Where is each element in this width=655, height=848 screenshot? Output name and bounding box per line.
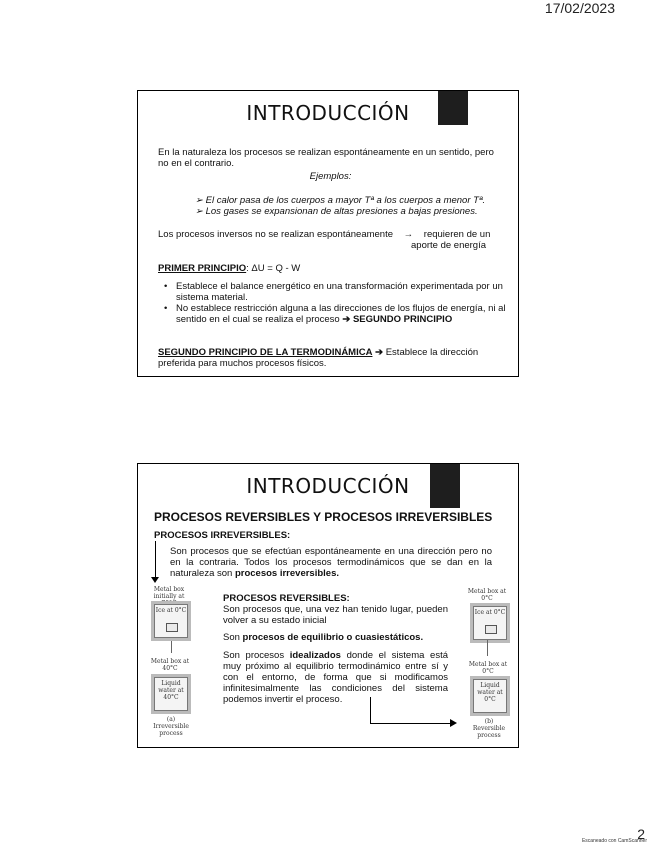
irreversible-text: Son procesos que se efectúan espontáneamente en una dirección pero no en la contraria. Todos los procesos termodinámicos que se dan en la naturaleza son procesos irreversibles. [170, 546, 492, 579]
irreversible-label: PROCESOS IRREVERSIBLES: [154, 530, 291, 541]
first-principle: PRIMER PRINCIPIO: ΔU = Q - W [158, 263, 301, 274]
figure-caption: (b) Reversible process [472, 718, 506, 739]
figure-label: Ice at 0°C [155, 607, 187, 614]
right-arrow-icon: ➔ [375, 347, 384, 358]
metal-box-figure [151, 601, 191, 641]
slide-title: INTRODUCCIÓN [246, 474, 410, 498]
connector-line [370, 697, 371, 723]
example-item: ➢ Los gases se expansionan de altas presiones a bajas presiones. [195, 206, 478, 217]
reversible-label: PROCESOS REVERSIBLES: [223, 593, 350, 604]
down-arrow-head [151, 577, 159, 583]
bullet-item: • No establece restricción alguna a las direcciones de los flujos de energía, ni al sentido en el cual se realiza el proceso ➔ SEGUNDO PRINCIPIO [164, 303, 506, 325]
connector-line [370, 723, 450, 724]
example-item: ➢ El calor pasa de los cuerpos a mayor Tª a los cuerpos a menor Tª. [195, 195, 486, 206]
figure-label: Metal box at 0°C [468, 661, 508, 675]
figure-label: Metal box at 0°C [467, 588, 507, 602]
arrow-bullet-icon: ➢ [195, 206, 206, 217]
metal-box-figure [470, 676, 510, 716]
arrow-bullet-icon: ➢ [195, 195, 206, 206]
equilibrium-text: Son procesos de equilibrio o cuasiestáticos. [223, 632, 424, 643]
intro-text: En la naturaleza los procesos se realizan espontáneamente en un sentido, pero no en el contrario. [158, 147, 494, 169]
inverse-process-text: Los procesos inversos no se realizan espontáneamente → requieren de un [158, 229, 491, 240]
figure-label: Metal box at 40°C [150, 658, 190, 672]
right-arrow-icon: ➔ [342, 314, 351, 325]
slide-introduccion-2 [137, 463, 519, 748]
ice-block [485, 625, 497, 634]
figure-label: Liquid water at 0°C [477, 682, 503, 703]
metal-box-figure [151, 674, 191, 714]
down-arrow-icon [155, 541, 156, 579]
two-way-arrow-icon [487, 640, 488, 656]
down-arrow-icon [171, 641, 172, 653]
reversible-text: Son procesos que, una vez han tenido lugar, pueden volver a su estado inicial [223, 604, 448, 626]
figure-label: Ice at 0°C [474, 609, 506, 616]
energy-input-text: aporte de energía [411, 240, 487, 251]
right-arrow-icon [450, 719, 457, 727]
figure-caption: (a) Irreversible process [153, 716, 189, 737]
page-number: 2 [637, 826, 645, 842]
right-arrow-icon: → [403, 229, 414, 240]
slide-title: INTRODUCCIÓN [246, 101, 410, 125]
page-date: 17/02/2023 [544, 0, 615, 16]
idealized-text: Son procesos idealizados donde el sistema está muy próximo al equilibrio termodinámico entre sí y con el entorno, de forma que si modificamos infinitesimalmente las condiciones del sistema podemos invertir el proceso. [223, 650, 448, 705]
ice-block [166, 623, 178, 632]
bullet-item: • Establece el balance energético en una transformación experimentada por un sistema material. [164, 281, 503, 303]
slide-introduccion-1 [137, 90, 519, 377]
second-principle: SEGUNDO PRINCIPIO DE LA TERMODINÁMICA ➔ Establece la dirección preferida para muchos procesos físicos. [158, 347, 479, 369]
metal-box-figure [470, 603, 510, 643]
scanner-watermark: Escaneado con CamScanner [581, 838, 647, 844]
examples-label: Ejemplos: [309, 171, 352, 182]
section-heading: PROCESOS REVERSIBLES Y PROCESOS IRREVERSIBLES [154, 510, 493, 524]
figure-label: Liquid water at 40°C [158, 680, 184, 701]
figure-label: Metal box initially at [153, 586, 185, 600]
